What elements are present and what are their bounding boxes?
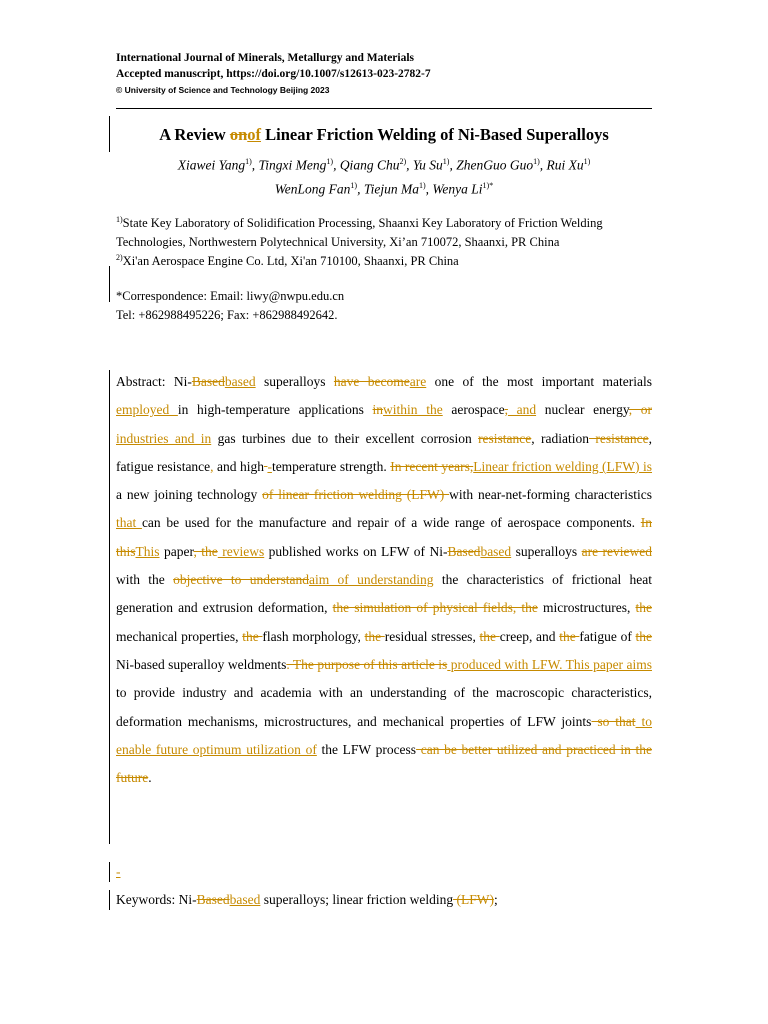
text-run: fatigue of	[579, 628, 636, 644]
text-run: mechanical properties,	[116, 628, 243, 644]
inserted-text: to enable future optimum utilization of	[116, 713, 653, 757]
deleted-text: Based	[447, 543, 481, 559]
author-affiliation-marker: 1)	[350, 180, 358, 190]
author-affiliation-marker: 1)	[442, 157, 450, 166]
text-run: the characteristics of frictional heat generation and extrusion deformation,	[116, 572, 653, 616]
deleted-text: . The purpose of this article is	[286, 656, 448, 672]
inserted-text: produced with LFW. This paper aims	[447, 656, 652, 672]
inserted-text: industries and in	[116, 430, 212, 446]
inserted-text: of	[247, 125, 261, 144]
author-name: Tingxi Meng	[258, 157, 327, 173]
text-run: gas turbines due to their excellent corrosion	[211, 430, 479, 446]
text-run: Ni-based superalloy weldments	[116, 656, 287, 672]
text-run: nuclear energy	[536, 402, 629, 418]
inserted-text: based	[480, 543, 512, 559]
text-run: to provide industry and academia with an understanding of the macroscopic characteristics, deformation mechanisms, microstructures, and mechanical properties of LFW joints	[116, 685, 652, 729]
inserted-text: reviews	[217, 543, 265, 559]
deleted-text: the	[635, 600, 652, 616]
change-bar	[109, 116, 110, 152]
correspondence-line: *Correspondence: Email: liwy@nwpu.edu.cn	[116, 289, 345, 303]
author-name: ZhenGuo Guo	[456, 157, 534, 173]
deleted-text: , the	[193, 543, 218, 559]
affiliation-text: State Key Laboratory of Solidification Processing, Shaanxi Key Laboratory of Friction Welding Technologies, Northwestern Polytechnical University, Xi’an 710072, Shaanxi, PR China	[116, 216, 603, 250]
inserted-text: Linear friction welding (LFW) is	[473, 458, 653, 474]
deleted-text: Based	[191, 374, 225, 389]
text-run: the LFW process	[316, 741, 417, 757]
inserted-text: This	[135, 543, 160, 559]
text-run: , radiation	[531, 430, 590, 446]
text-run: Keywords: Ni-	[116, 892, 197, 907]
inserted-text: that	[116, 515, 142, 531]
text-run: residual stresses,	[384, 628, 480, 644]
deleted-text: the	[635, 628, 653, 644]
text-run: with near-net-forming characteristics	[449, 487, 652, 503]
accepted-manuscript-line: Accepted manuscript, https://doi.org/10.1007/s12613-023-2782-7	[116, 68, 431, 80]
deleted-text: In this	[116, 515, 652, 559]
affiliation-marker: 1)	[116, 215, 123, 224]
text-run: superalloys	[511, 543, 582, 559]
contact-line: Tel: +862988495226; Fax: +862988492642.	[116, 308, 338, 322]
inserted-text: aim of understanding	[308, 572, 434, 588]
author-name: Wenya Li	[432, 181, 483, 196]
text-run: aerospace	[442, 402, 505, 418]
deleted-text: the simulation of physical fields, the	[332, 600, 538, 616]
header-rule	[116, 108, 652, 109]
text-run: and high	[213, 458, 264, 474]
deleted-text: objective to understand	[173, 572, 309, 588]
author-affiliation-marker: 1)	[418, 180, 426, 190]
text-run: superalloys; linear friction welding	[260, 892, 454, 907]
deleted-text: resistance	[478, 430, 532, 446]
inserted-text: and	[507, 402, 537, 418]
text-run: one of the most important materials	[426, 374, 652, 389]
deleted-text: ,	[504, 402, 508, 418]
change-bar	[109, 370, 110, 844]
deleted-text: (LFW)	[453, 892, 494, 907]
inserted-text: based	[224, 374, 256, 389]
paper-title	[116, 124, 652, 146]
deleted-text: In recent years,	[390, 458, 474, 474]
affiliation-2	[116, 248, 661, 271]
text-run: superalloys	[255, 374, 334, 389]
deleted-text: of linear friction welding (LFW)	[262, 487, 450, 503]
change-bar	[109, 266, 110, 302]
deleted-text: the	[479, 628, 500, 644]
author-affiliation-marker: 1)*	[482, 180, 494, 190]
deleted-text: on	[229, 125, 248, 144]
deleted-text: resistance	[589, 430, 649, 446]
author-affiliation-marker: 1)	[533, 157, 540, 166]
journal-name: International Journal of Minerals, Metallurgy and Materials	[116, 52, 415, 64]
inserted-text: based	[229, 892, 261, 907]
inserted-text: ,	[210, 458, 214, 474]
author-affiliation-marker: 1)	[245, 157, 252, 166]
copyright-line: © University of Science and Technology Beijing 2023	[116, 85, 330, 95]
deleted-text: , or	[628, 402, 652, 418]
author-name: Qiang Chu	[339, 157, 400, 173]
author-affiliation-marker: 1)	[326, 157, 334, 166]
text-run: .	[148, 770, 152, 786]
text-run: creep, and	[499, 628, 560, 644]
inserted-text: within the	[383, 402, 443, 418]
text-run: temperature strength.	[271, 458, 391, 474]
author-line: Xiawei Yang$^{1)}$, Tingxi Meng$^{1)}$, Qiang Chu$^{2)}$, Yu Su$^{1)}$, ZhenGuo Guo$^{1)}$, Rui Xu$^{1)}$	[177, 157, 591, 173]
affiliation-1	[116, 210, 661, 252]
author-name: Rui Xu	[546, 157, 584, 173]
inserted-text: are	[409, 374, 427, 389]
text-run: ;	[493, 892, 498, 907]
text-run: can be used for the manufacture and repair of a wide range of aerospace components.	[141, 515, 641, 531]
author-name: Tiejun Ma	[363, 181, 419, 196]
deleted-text: have become	[333, 374, 410, 389]
deleted-text: in	[372, 402, 384, 418]
text-run: microstructures,	[537, 600, 636, 616]
text-run: with the	[116, 572, 174, 588]
inserted-text: -	[116, 864, 121, 879]
author-name: Xiawei Yang	[177, 157, 246, 173]
text-run: Linear Friction Welding of Ni-Based Superalloys	[261, 125, 609, 144]
abstract-paragraph	[116, 368, 652, 792]
author-affiliation-marker: 1)	[583, 157, 591, 166]
keywords-line	[116, 890, 498, 910]
author-list	[116, 152, 652, 199]
text-run: flash morphology,	[262, 628, 365, 644]
deleted-text: can be better utilized and practiced in the future	[116, 741, 652, 786]
text-run: published works on LFW of Ni-	[264, 543, 448, 559]
author-name: WenLong Fan	[274, 181, 351, 196]
author-name: Yu Su	[412, 157, 443, 173]
inserted-text: employed	[116, 402, 178, 418]
text-run: paper	[159, 543, 194, 559]
text-run: a new joining technology	[116, 487, 263, 503]
text-run: Abstract: Ni-	[116, 374, 192, 389]
deleted-text: Based	[196, 892, 230, 907]
affiliation-marker: 2)	[116, 253, 123, 262]
text-run: A Review	[159, 125, 230, 144]
text-run: in high-temperature applications	[177, 402, 373, 418]
deleted-text: so that	[591, 713, 636, 729]
inserted-text: -	[267, 458, 272, 474]
deleted-text: are reviewed	[581, 543, 652, 559]
deleted-text: the	[559, 628, 580, 644]
change-bar	[109, 890, 110, 910]
author-line: WenLong Fan$^{1)}$, Tiejun Ma$^{1)}$, Wenya $Li^{1)*}$	[274, 180, 494, 196]
text-run: , fatigue resistance	[116, 430, 652, 474]
affiliation-text: Xi'an Aerospace Engine Co. Ltd, Xi'an 710100, Shaanxi, PR China	[122, 254, 459, 269]
author-affiliation-marker: 2)	[399, 157, 407, 166]
deleted-text: the	[242, 628, 263, 644]
change-bar	[109, 862, 110, 882]
inserted-mark	[116, 862, 121, 882]
deleted-text: the	[364, 628, 385, 644]
